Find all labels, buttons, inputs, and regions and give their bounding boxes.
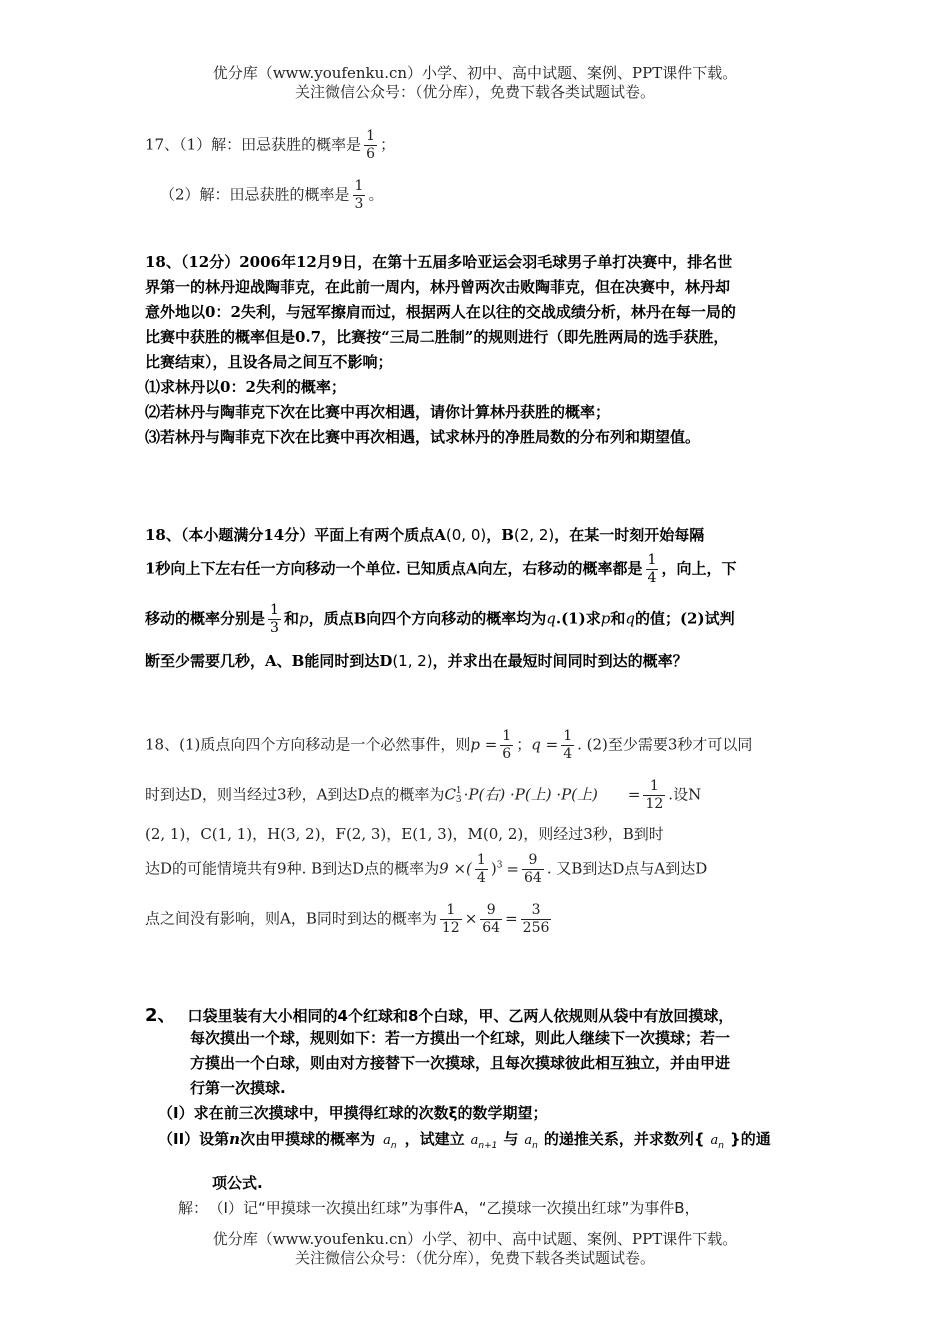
sol18-text: . (2)至少需要3秒才可以同 bbox=[577, 735, 753, 754]
frac-num: 1 bbox=[354, 178, 364, 194]
page-header bbox=[0, 64, 950, 102]
solution-label: 解： bbox=[178, 1199, 209, 1217]
equals-sign: = bbox=[505, 909, 518, 928]
comb-sup: 1 bbox=[455, 785, 462, 796]
frac-num: 1 bbox=[647, 552, 657, 568]
q18b-text: .(1)求 bbox=[555, 609, 601, 628]
sol18-text: 时到达D，则当经过3秒，A到达D点的概率为 bbox=[145, 785, 445, 804]
footer-line-1: 优分库（www.youfenku.cn）小学、初中、高中试题、案例、PPT课件下载。 bbox=[212, 1230, 738, 1248]
frac-den: 12 bbox=[645, 796, 664, 812]
g1-fraction bbox=[440, 902, 462, 937]
comb-sub: 3 bbox=[455, 794, 462, 805]
p-equals: p = bbox=[470, 735, 498, 754]
g2-fraction bbox=[480, 902, 502, 937]
sol18-line-1 bbox=[145, 728, 752, 763]
frac-num: 1 bbox=[366, 128, 376, 144]
q18a-line-8: ⑶若林丹与陶菲克下次在比赛中再次相遇，试求林丹的净胜局数的分布列和期望值。 bbox=[145, 428, 701, 446]
var-p: p bbox=[298, 609, 309, 628]
frac-num: 1 bbox=[502, 728, 512, 744]
expr-result-fraction bbox=[522, 852, 544, 887]
sol18-line-3: (2, 1)，C(1, 1)，H(3, 2)，F(2, 3)，E(1, 3)，M(0, 2)，则经过3秒，B到时 bbox=[145, 825, 664, 843]
expr-power: 3 bbox=[496, 860, 503, 871]
result-fraction bbox=[643, 778, 665, 813]
q2-text: ，试建立 bbox=[404, 1130, 465, 1148]
var-a-n: a bbox=[383, 1133, 391, 1148]
sol18-line-5 bbox=[145, 902, 554, 937]
q2-text: 的递推关系，并求数列{ bbox=[543, 1130, 705, 1148]
equals-sign: = bbox=[506, 859, 519, 878]
equals-sign: = bbox=[627, 785, 641, 804]
q2-line-2: 每次摸出一个球，规则如下：若一方摸出一个红球，则此人继续下一次摸球；若一 bbox=[190, 1029, 731, 1047]
header-line-1: 优分库（www.youfenku.cn）小学、初中、高中试题、案例、PPT课件下载。 bbox=[212, 64, 738, 82]
q17-part1-text: 17、（1）解：田忌获胜的概率是 bbox=[145, 135, 362, 154]
frac-den: 4 bbox=[647, 570, 657, 586]
frac-num: 1 bbox=[440, 902, 462, 920]
var-a-n1-sub: n+1 bbox=[478, 1141, 498, 1151]
q18a-line-7: ⑵若林丹与陶菲克下次在比赛中再次相遇，请你计算林丹获胜的概率； bbox=[145, 403, 611, 421]
q2-solution bbox=[178, 1197, 700, 1218]
frac-den: 64 bbox=[482, 920, 501, 936]
frac-num: 9 bbox=[480, 902, 502, 920]
q18b-line-2 bbox=[145, 552, 736, 587]
point-a-coords: (0, 0) bbox=[445, 526, 487, 544]
q2-text: （II）设第 bbox=[158, 1130, 230, 1148]
q18a-line-3: 意外地以0：2失利，与冠军擦肩而过，根据两人在以往的交战成绩分析，林丹在每一局的 bbox=[145, 303, 736, 321]
q18b-fraction-2 bbox=[268, 602, 281, 637]
q18b-text: ，并求出在最短时间同时到达的概率？ bbox=[432, 652, 688, 670]
frac-num: 3 bbox=[521, 902, 552, 920]
q2-line-1 bbox=[145, 1001, 733, 1027]
q2-line-3: 方摸出一个白球，则由对方接替下一次摸球，且每次摸球彼此相互独立，并由甲进 bbox=[190, 1054, 731, 1072]
g3-fraction bbox=[521, 902, 552, 937]
q18b-line-4 bbox=[145, 650, 688, 671]
q18b-line-3 bbox=[145, 602, 735, 637]
q17-part2-fraction bbox=[353, 178, 366, 213]
q18a-line-6: ⑴求林丹以0：2失利的概率； bbox=[145, 378, 346, 396]
q18a-line-1: 18、（12分）2006年12月9日，在第十五届多哈亚运会羽毛球男子单打决赛中，排名世 bbox=[145, 253, 733, 271]
var-n: n bbox=[229, 1130, 241, 1148]
sol18-text: 18、(1)质点向四个方向移动是一个必然事件，则 bbox=[145, 735, 471, 754]
sol18-text: 点之间没有影响，则A，B同时到达的概率为 bbox=[145, 909, 437, 928]
q18b-text: 移动的概率分别是 bbox=[145, 609, 266, 628]
times-sign: × bbox=[464, 909, 478, 928]
q18b-text: 和 bbox=[283, 609, 299, 628]
frac-num: 9 bbox=[522, 852, 544, 870]
q17-part1 bbox=[145, 128, 395, 163]
sol18-line-2 bbox=[145, 778, 701, 813]
q2-text: 次由甲摸球的概率为 bbox=[240, 1130, 376, 1148]
var-a-n: a bbox=[710, 1133, 719, 1148]
frac-den: 6 bbox=[366, 146, 376, 162]
header-line-2: 关注微信公众号：（优分库），免费下载各类试题试卷。 bbox=[294, 83, 655, 101]
q-equals: q = bbox=[531, 735, 559, 754]
frac-den: 3 bbox=[270, 620, 279, 636]
q2-part-1: （I）求在前三次摸球中，甲摸得红球的次数ξ的数学期望； bbox=[158, 1104, 548, 1122]
q2-text: 口袋里装有大小相同的4个红球和8个白球，甲、乙两人依规则从袋中有放回摸球， bbox=[187, 1007, 734, 1025]
q2-line-end: 项公式. bbox=[212, 1174, 263, 1192]
frac-num: 1 bbox=[643, 778, 665, 796]
sol18-line-4 bbox=[145, 852, 707, 887]
frac-den: 3 bbox=[354, 196, 364, 212]
q17-part1-end: ； bbox=[380, 135, 396, 154]
q17-part1-fraction bbox=[364, 128, 377, 163]
page-footer bbox=[0, 1230, 950, 1268]
probability-expression: ·P(右) ·P(上) ·P(上) bbox=[463, 785, 598, 804]
q18b-text: 断至少需要几秒，A、B能同时到达D bbox=[145, 652, 393, 670]
sol18-text: .设N bbox=[668, 785, 702, 804]
q18b-text: 18、（本小题满分14分）平面上有两个质点A bbox=[145, 526, 446, 544]
var-p: p bbox=[600, 609, 611, 628]
frac-den: 4 bbox=[476, 870, 486, 886]
q18b-text: ，B bbox=[486, 526, 514, 544]
q-fraction bbox=[561, 728, 574, 763]
q17-part2-text: （2）解：田忌获胜的概率是 bbox=[160, 185, 350, 204]
q18a-line-4: 比赛中获胜的概率但是0.7，比赛按“三局二胜制”的规则进行（即先胜两局的选手获胜， bbox=[145, 328, 729, 346]
frac-den: 6 bbox=[502, 746, 512, 762]
footer-line-2: 关注微信公众号：（优分库），免费下载各类试题试卷。 bbox=[294, 1249, 655, 1267]
frac-den: 64 bbox=[524, 870, 542, 886]
var-a-n-sub: n bbox=[718, 1141, 725, 1151]
expr-prefix: 9 ×( bbox=[439, 859, 472, 878]
sol18-text: ； bbox=[516, 735, 532, 754]
var-a-n-sub: n bbox=[390, 1141, 397, 1151]
frac-num: 1 bbox=[476, 852, 486, 868]
point-d-coords: (1, 2) bbox=[392, 652, 433, 670]
q18a-line-2: 界第一的林丹迎战陶菲克，在此前一周内，林丹曾两次击败陶菲克，但在决赛中，林丹却 bbox=[145, 278, 731, 296]
var-q: q bbox=[625, 609, 635, 628]
q2-text: }的通 bbox=[730, 1130, 771, 1148]
frac-num: 1 bbox=[563, 728, 573, 744]
q18b-text: ，质点B向四个方向移动的概率均为 bbox=[308, 609, 547, 628]
q2-number: 2、 bbox=[145, 1005, 176, 1026]
q18b-text: 1秒向上下左右任一方向移动一个单位. 已知质点A向左，右移动的概率都是 bbox=[145, 559, 643, 578]
frac-den: 256 bbox=[522, 920, 550, 936]
expr-fraction bbox=[475, 852, 488, 887]
q18b-text: ，在某一时刻开始每隔 bbox=[554, 526, 705, 544]
solution-text: （I）记“甲摸球一次摸出红球”为事件A，“乙摸球一次摸出红球”为事件B， bbox=[216, 1199, 700, 1217]
p-fraction bbox=[500, 728, 513, 763]
sol18-text: 达D的可能情境共有9种. B到达D点的概率为 bbox=[145, 859, 440, 878]
q18b-text: ，向上，下 bbox=[661, 559, 737, 578]
q2-line-4: 行第一次摸球. bbox=[190, 1079, 286, 1097]
var-a-n: a bbox=[524, 1133, 533, 1148]
combination-symbol: C bbox=[444, 785, 456, 804]
point-b-coords: (2, 2) bbox=[513, 526, 555, 544]
frac-den: 4 bbox=[563, 746, 573, 762]
q17-part2 bbox=[160, 178, 383, 213]
q2-part-2 bbox=[158, 1128, 771, 1151]
q18b-line-1 bbox=[145, 524, 704, 545]
q18b-text: 和 bbox=[610, 609, 626, 628]
q17-part2-end: 。 bbox=[368, 185, 384, 204]
frac-den: 12 bbox=[441, 920, 460, 936]
q18b-text: 的值；(2)试判 bbox=[634, 609, 735, 628]
expr-close: ) bbox=[490, 859, 497, 878]
q18a-line-5: 比赛结束），且设各局之间互不影响； bbox=[145, 353, 393, 371]
q18b-fraction-1 bbox=[646, 552, 659, 587]
frac-num: 1 bbox=[270, 602, 279, 618]
var-a-n-sub: n bbox=[532, 1141, 538, 1151]
var-q: q bbox=[546, 609, 556, 628]
sol18-text: . 又B到达D点与A到达D bbox=[546, 859, 708, 878]
var-a-n1: a bbox=[470, 1133, 479, 1148]
q2-text: 与 bbox=[503, 1130, 519, 1148]
